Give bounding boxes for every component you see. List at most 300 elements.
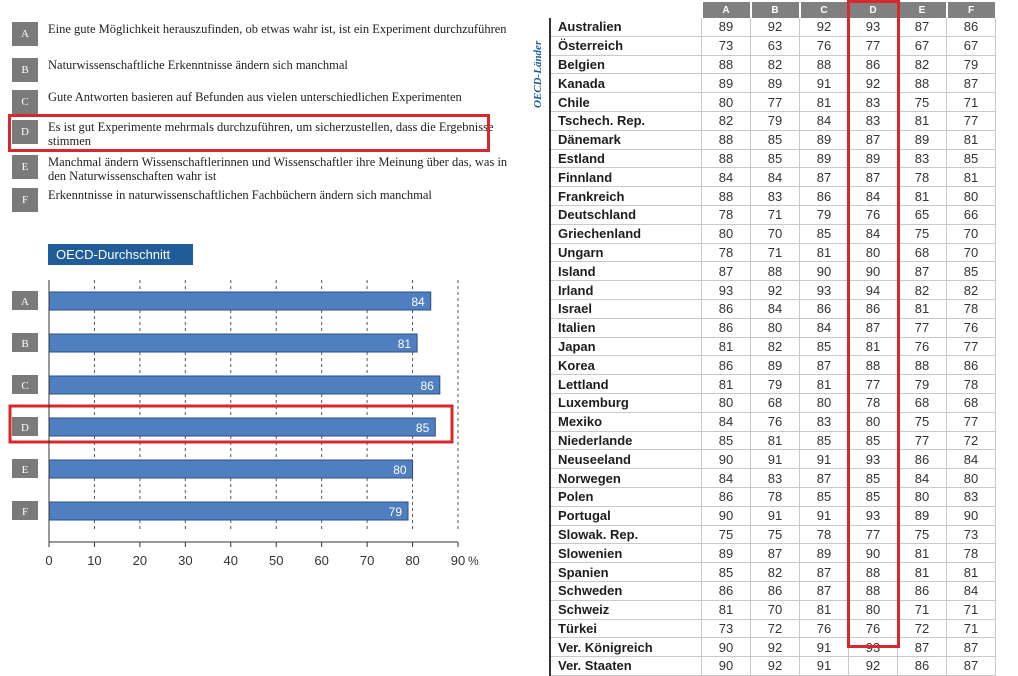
- cell-e: 86: [898, 450, 947, 469]
- country-name: Spanien: [550, 563, 702, 582]
- statement-text: Gute Antworten basieren auf Befunden aus vielen unterschiedlichen Experimenten: [48, 90, 462, 104]
- country-name: Polen: [550, 487, 702, 506]
- cell-e: 81: [898, 187, 947, 206]
- cell-f: 85: [947, 262, 996, 281]
- cell-c: 80: [800, 393, 849, 412]
- cell-e: 87: [898, 262, 947, 281]
- cell-a: 78: [702, 243, 751, 262]
- x-tick-label: 30: [178, 553, 193, 568]
- cell-f: 79: [947, 55, 996, 74]
- cell-f: 83: [947, 487, 996, 506]
- cell-b: 82: [751, 563, 800, 582]
- cell-a: 85: [702, 431, 751, 450]
- cell-d: 86: [849, 299, 898, 318]
- cell-b: 71: [751, 243, 800, 262]
- cell-d: 88: [849, 356, 898, 375]
- cell-c: 83: [800, 412, 849, 431]
- cell-d: 81: [849, 337, 898, 356]
- cell-a: 86: [702, 581, 751, 600]
- cell-c: 86: [800, 187, 849, 206]
- cell-b: 82: [751, 337, 800, 356]
- cell-e: 76: [898, 337, 947, 356]
- column-header-f: F: [947, 2, 996, 18]
- cell-e: 81: [898, 563, 947, 582]
- cell-e: 84: [898, 469, 947, 488]
- cell-c: 85: [800, 487, 849, 506]
- cell-e: 75: [898, 412, 947, 431]
- cell-e: 83: [898, 149, 947, 168]
- cell-f: 71: [947, 619, 996, 638]
- cell-e: 75: [898, 525, 947, 544]
- cell-a: 84: [702, 168, 751, 187]
- cell-a: 81: [702, 375, 751, 394]
- x-tick-label: 40: [223, 553, 239, 568]
- cell-b: 84: [751, 168, 800, 187]
- cell-e: 82: [898, 281, 947, 300]
- cell-f: 87: [947, 74, 996, 93]
- cell-c: 87: [800, 469, 849, 488]
- cell-c: 89: [800, 149, 849, 168]
- cell-d: 80: [849, 600, 898, 619]
- bar-value-label: 85: [415, 421, 430, 435]
- table-row: [550, 243, 996, 262]
- country-name: Portugal: [550, 506, 702, 525]
- cell-e: 80: [898, 487, 947, 506]
- table-row: [550, 581, 996, 600]
- cell-c: 84: [800, 111, 849, 130]
- table-row: [550, 525, 996, 544]
- cell-b: 92: [751, 18, 800, 36]
- table-row: [550, 93, 996, 112]
- cell-a: 80: [702, 224, 751, 243]
- cell-d: 90: [849, 262, 898, 281]
- cell-f: 77: [947, 111, 996, 130]
- cell-a: 78: [702, 205, 751, 224]
- cell-f: 78: [947, 544, 996, 563]
- table-row: [550, 55, 996, 74]
- cell-b: 83: [751, 469, 800, 488]
- cell-b: 85: [751, 149, 800, 168]
- country-name: Ver. Staaten: [550, 657, 702, 676]
- cell-d: 88: [849, 581, 898, 600]
- cell-d: 86: [849, 55, 898, 74]
- cell-c: 76: [800, 619, 849, 638]
- column-header-d: D: [849, 2, 898, 18]
- statement-f: [12, 188, 512, 216]
- cell-f: 82: [947, 281, 996, 300]
- table-row: [550, 563, 996, 582]
- cell-f: 76: [947, 318, 996, 337]
- table-row: [550, 600, 996, 619]
- cell-f: 87: [947, 638, 996, 657]
- cell-f: 90: [947, 506, 996, 525]
- statement-b: [12, 58, 512, 86]
- cell-f: 66: [947, 205, 996, 224]
- table-row: [550, 149, 996, 168]
- table-row: [550, 337, 996, 356]
- cell-f: 72: [947, 431, 996, 450]
- table-row: [550, 36, 996, 55]
- bar-value-label: 79: [388, 505, 403, 519]
- oecd-countries-vertical-label: [526, 20, 548, 110]
- column-header-c: C: [800, 2, 849, 18]
- cell-d: 77: [849, 525, 898, 544]
- x-tick-label: 10: [87, 553, 102, 568]
- country-name: Slowenien: [550, 544, 702, 563]
- cell-e: 81: [898, 111, 947, 130]
- cell-f: 68: [947, 393, 996, 412]
- cell-e: 65: [898, 205, 947, 224]
- cell-a: 86: [702, 299, 751, 318]
- cell-c: 92: [800, 18, 849, 36]
- cell-f: 87: [947, 657, 996, 676]
- country-name: Korea: [550, 356, 702, 375]
- cell-b: 77: [751, 93, 800, 112]
- table-row: [550, 168, 996, 187]
- cell-e: 71: [898, 600, 947, 619]
- cell-d: 87: [849, 318, 898, 337]
- table-row: [550, 393, 996, 412]
- country-name: Österreich: [550, 36, 702, 55]
- cell-d: 87: [849, 168, 898, 187]
- table-row: [550, 299, 996, 318]
- cell-c: 78: [800, 525, 849, 544]
- cell-c: 85: [800, 431, 849, 450]
- cell-a: 88: [702, 187, 751, 206]
- bar-category-label: F: [21, 506, 29, 518]
- cell-a: 84: [702, 469, 751, 488]
- cell-d: 80: [849, 243, 898, 262]
- cell-e: 67: [898, 36, 947, 55]
- cell-b: 84: [751, 299, 800, 318]
- cell-b: 71: [751, 205, 800, 224]
- country-name: Ver. Königreich: [550, 638, 702, 657]
- cell-a: 90: [702, 657, 751, 676]
- cell-b: 70: [751, 224, 800, 243]
- cell-e: 89: [898, 130, 947, 149]
- cell-f: 86: [947, 18, 996, 36]
- country-name: Neuseeland: [550, 450, 702, 469]
- cell-c: 85: [800, 337, 849, 356]
- cell-e: 81: [898, 544, 947, 563]
- bar-a: [49, 292, 431, 310]
- chart-title: OECD-Durchschnitt: [56, 247, 171, 262]
- cell-d: 84: [849, 187, 898, 206]
- cell-a: 89: [702, 544, 751, 563]
- cell-b: 72: [751, 619, 800, 638]
- cell-c: 91: [800, 450, 849, 469]
- cell-b: 68: [751, 393, 800, 412]
- cell-c: 87: [800, 168, 849, 187]
- cell-f: 71: [947, 600, 996, 619]
- cell-f: 80: [947, 187, 996, 206]
- table-row: [550, 469, 996, 488]
- cell-d: 80: [849, 412, 898, 431]
- cell-d: 93: [849, 450, 898, 469]
- table-row: [550, 224, 996, 243]
- cell-a: 89: [702, 74, 751, 93]
- cell-c: 81: [800, 600, 849, 619]
- cell-d: 83: [849, 93, 898, 112]
- cell-a: 90: [702, 506, 751, 525]
- table-row: [550, 318, 996, 337]
- country-name: Frankreich: [550, 187, 702, 206]
- country-name: Schweden: [550, 581, 702, 600]
- cell-d: 85: [849, 431, 898, 450]
- cell-b: 75: [751, 525, 800, 544]
- cell-c: 76: [800, 36, 849, 55]
- table-row: [550, 74, 996, 93]
- cell-d: 77: [849, 36, 898, 55]
- table-row: [550, 487, 996, 506]
- statement-text: Eine gute Möglichkeit herauszufinden, ob etwas wahr ist, ist ein Experiment durchzuführen: [48, 22, 507, 36]
- cell-b: 80: [751, 318, 800, 337]
- country-name: Schweiz: [550, 600, 702, 619]
- cell-f: 78: [947, 299, 996, 318]
- table-row: [550, 657, 996, 676]
- table-row: [550, 506, 996, 525]
- cell-d: 93: [849, 638, 898, 657]
- cell-a: 80: [702, 93, 751, 112]
- country-name: Italien: [550, 318, 702, 337]
- cell-d: 78: [849, 393, 898, 412]
- table-row: [550, 130, 996, 149]
- cell-a: 81: [702, 337, 751, 356]
- country-name: Irland: [550, 281, 702, 300]
- statement-badge: A: [12, 22, 38, 46]
- x-tick-label: 0: [45, 553, 53, 568]
- cell-b: 70: [751, 600, 800, 619]
- cell-e: 68: [898, 393, 947, 412]
- cell-d: 83: [849, 111, 898, 130]
- cell-b: 92: [751, 657, 800, 676]
- country-name: Griechenland: [550, 224, 702, 243]
- cell-e: 75: [898, 224, 947, 243]
- country-name: Norwegen: [550, 469, 702, 488]
- country-name: Mexiko: [550, 412, 702, 431]
- cell-d: 88: [849, 563, 898, 582]
- cell-c: 89: [800, 544, 849, 563]
- cell-d: 90: [849, 544, 898, 563]
- country-name: Japan: [550, 337, 702, 356]
- table-row: [550, 450, 996, 469]
- country-name: Estland: [550, 149, 702, 168]
- country-name: Deutschland: [550, 205, 702, 224]
- table-row: [550, 187, 996, 206]
- cell-a: 73: [702, 36, 751, 55]
- country-name: Chile: [550, 93, 702, 112]
- table-row: [550, 431, 996, 450]
- x-unit-label: %: [468, 554, 479, 568]
- cell-d: 76: [849, 619, 898, 638]
- cell-f: 77: [947, 412, 996, 431]
- statement-a: [12, 22, 512, 50]
- table-body: [550, 18, 996, 675]
- table-row: [550, 619, 996, 638]
- cell-d: 85: [849, 487, 898, 506]
- table-row: [550, 638, 996, 657]
- cell-c: 81: [800, 243, 849, 262]
- x-tick-label: 20: [132, 553, 148, 568]
- cell-a: 88: [702, 55, 751, 74]
- cell-f: 71: [947, 93, 996, 112]
- cell-a: 80: [702, 393, 751, 412]
- cell-b: 89: [751, 74, 800, 93]
- cell-e: 68: [898, 243, 947, 262]
- country-name: Belgien: [550, 55, 702, 74]
- statement-badge: C: [12, 90, 38, 114]
- cell-c: 91: [800, 657, 849, 676]
- cell-f: 70: [947, 224, 996, 243]
- cell-d: 89: [849, 149, 898, 168]
- x-tick-label: 50: [268, 553, 284, 568]
- table-row: [550, 356, 996, 375]
- statement-d-highlight: [8, 114, 490, 152]
- statement-text: Es ist gut Experimente mehrmals durchzuführen, um sicherzustellen, dass die Ergebnisse stimmen: [48, 120, 494, 148]
- cell-e: 75: [898, 93, 947, 112]
- cell-b: 86: [751, 581, 800, 600]
- cell-e: 78: [898, 168, 947, 187]
- cell-c: 79: [800, 205, 849, 224]
- x-tick-label: 70: [359, 553, 375, 568]
- cell-a: 88: [702, 130, 751, 149]
- cell-e: 89: [898, 506, 947, 525]
- cell-c: 87: [800, 563, 849, 582]
- table-header-row: [550, 2, 996, 18]
- country-name: Türkei: [550, 619, 702, 638]
- cell-b: 91: [751, 450, 800, 469]
- bar-d: [49, 418, 435, 436]
- country-name: Finnland: [550, 168, 702, 187]
- cell-f: 86: [947, 356, 996, 375]
- cell-c: 81: [800, 375, 849, 394]
- cell-a: 85: [702, 563, 751, 582]
- cell-e: 88: [898, 356, 947, 375]
- bar-value-label: 84: [411, 295, 425, 309]
- cell-d: 76: [849, 205, 898, 224]
- cell-c: 93: [800, 281, 849, 300]
- cell-a: 86: [702, 356, 751, 375]
- cell-d: 94: [849, 281, 898, 300]
- bar-category-label: C: [21, 380, 29, 392]
- table-row: [550, 544, 996, 563]
- cell-f: 77: [947, 337, 996, 356]
- bar-value-label: 86: [420, 379, 434, 393]
- table-row: [550, 281, 996, 300]
- cell-f: 84: [947, 450, 996, 469]
- column-d-highlight: [847, 0, 900, 648]
- cell-f: 85: [947, 149, 996, 168]
- cell-b: 92: [751, 281, 800, 300]
- cell-b: 82: [751, 55, 800, 74]
- table-row: [550, 111, 996, 130]
- cell-a: 86: [702, 318, 751, 337]
- cell-b: 87: [751, 544, 800, 563]
- oecd-average-bar-chart: [0, 240, 500, 580]
- cell-c: 86: [800, 299, 849, 318]
- cell-b: 89: [751, 356, 800, 375]
- cell-e: 72: [898, 619, 947, 638]
- column-header-e: E: [898, 2, 947, 18]
- cell-d: 93: [849, 506, 898, 525]
- cell-b: 78: [751, 487, 800, 506]
- cell-b: 92: [751, 638, 800, 657]
- country-name: Niederlande: [550, 431, 702, 450]
- cell-e: 87: [898, 638, 947, 657]
- cell-e: 77: [898, 318, 947, 337]
- column-header-b: B: [751, 2, 800, 18]
- cell-c: 91: [800, 74, 849, 93]
- country-name: Tschech. Rep.: [550, 111, 702, 130]
- cell-b: 83: [751, 187, 800, 206]
- country-table: [549, 2, 997, 676]
- statement-badge: E: [12, 155, 38, 179]
- bar-value-label: 81: [397, 337, 412, 351]
- country-name: Dänemark: [550, 130, 702, 149]
- cell-f: 81: [947, 168, 996, 187]
- x-tick-label: 60: [314, 553, 329, 568]
- cell-a: 88: [702, 149, 751, 168]
- table-row: [550, 205, 996, 224]
- bar-b: [49, 334, 417, 352]
- cell-b: 85: [751, 130, 800, 149]
- cell-a: 89: [702, 18, 751, 36]
- cell-e: 86: [898, 581, 947, 600]
- cell-f: 84: [947, 581, 996, 600]
- statement-badge: B: [12, 58, 38, 82]
- table-row: [550, 18, 996, 36]
- cell-d: 84: [849, 224, 898, 243]
- cell-c: 87: [800, 356, 849, 375]
- cell-e: 86: [898, 657, 947, 676]
- bar-f: [49, 502, 408, 520]
- cell-e: 87: [898, 18, 947, 36]
- country-name: Israel: [550, 299, 702, 318]
- statement-badge: D: [12, 120, 38, 144]
- bar-category-label: A: [21, 296, 29, 308]
- statement-text: Erkenntnisse in naturwissenschaftlichen Fachbüchern ändern sich manchmal: [48, 188, 432, 202]
- cell-c: 85: [800, 224, 849, 243]
- country-name: Luxemburg: [550, 393, 702, 412]
- cell-d: 92: [849, 657, 898, 676]
- cell-a: 93: [702, 281, 751, 300]
- cell-c: 84: [800, 318, 849, 337]
- cell-a: 90: [702, 450, 751, 469]
- bar-e: [49, 460, 413, 478]
- cell-a: 84: [702, 412, 751, 431]
- x-tick-label: 80: [405, 553, 420, 568]
- country-name: Australien: [550, 18, 702, 36]
- country-name: Island: [550, 262, 702, 281]
- statement-text: Manchmal ändern Wissenschaftlerinnen und Wissenschaftler ihre Meinung über das, was in den Naturwissenschaften wahr ist: [48, 155, 508, 183]
- cell-b: 88: [751, 262, 800, 281]
- bar-category-label: B: [21, 338, 29, 350]
- cell-d: 87: [849, 130, 898, 149]
- cell-a: 75: [702, 525, 751, 544]
- country-name: Kanada: [550, 74, 702, 93]
- cell-f: 67: [947, 36, 996, 55]
- table-corner: [550, 2, 702, 18]
- row-header-label: OECD-Länder: [532, 40, 544, 108]
- table-row: [550, 412, 996, 431]
- bar-c: [49, 376, 440, 394]
- statement-e: [12, 155, 512, 183]
- cell-e: 88: [898, 74, 947, 93]
- country-name: Ungarn: [550, 243, 702, 262]
- cell-c: 89: [800, 130, 849, 149]
- cell-d: 77: [849, 375, 898, 394]
- cell-a: 87: [702, 262, 751, 281]
